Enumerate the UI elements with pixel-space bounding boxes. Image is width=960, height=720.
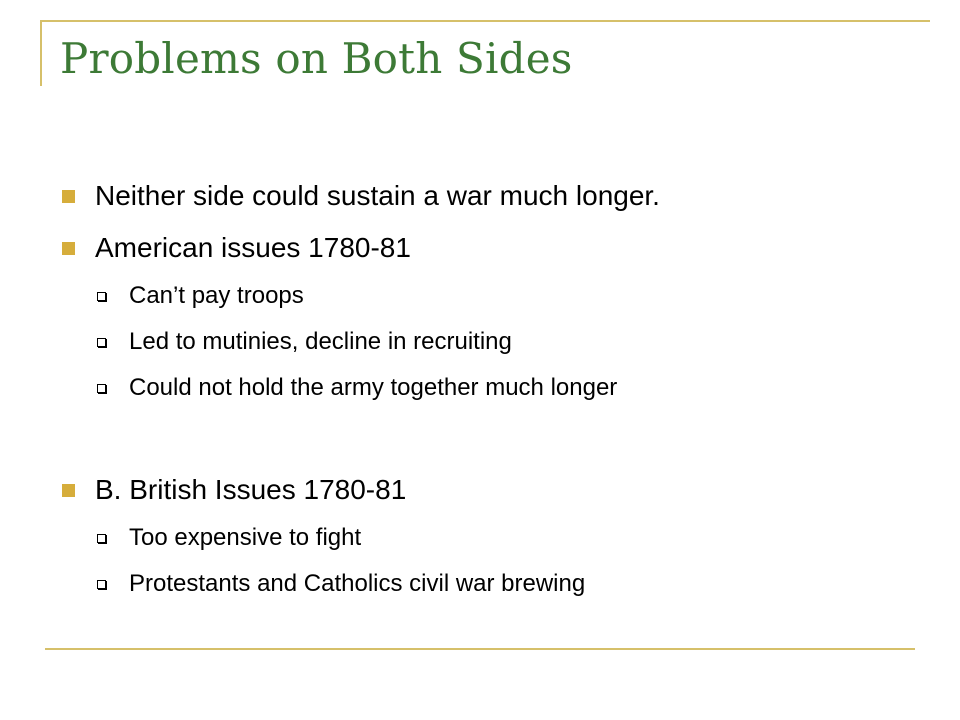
sub-bullet-text: Too expensive to fight [129,524,362,551]
sub-bullet-item [97,570,585,598]
bottom-rule [45,648,915,650]
bullet-item [62,180,660,212]
hollow-square-bullet-icon [97,580,106,589]
slide-title: Problems on Both Sides [60,34,573,83]
bullet-item [62,474,406,506]
hollow-square-bullet-icon [97,534,106,543]
sub-bullet-item [97,328,512,356]
sub-bullet-text: Protestants and Catholics civil war brewing [129,570,586,597]
hollow-square-bullet-icon [97,292,106,301]
left-rule [40,20,42,86]
top-rule [40,20,930,22]
square-bullet-icon [62,484,75,497]
bullet-item [62,232,411,264]
sub-bullet-text: Led to mutinies, decline in recruiting [129,328,512,355]
bullet-text: American issues 1780-81 [95,232,411,263]
hollow-square-bullet-icon [97,384,106,393]
square-bullet-icon [62,190,75,203]
sub-bullet-text: Can’t pay troops [129,282,304,309]
bullet-text: Neither side could sustain a war much longer. [95,180,660,211]
bullet-text: B. British Issues 1780-81 [95,474,407,505]
sub-bullet-item [97,524,361,552]
square-bullet-icon [62,242,75,255]
hollow-square-bullet-icon [97,338,106,347]
sub-bullet-item [97,374,617,402]
sub-bullet-text: Could not hold the army together much longer [129,374,618,401]
sub-bullet-item [97,282,304,310]
